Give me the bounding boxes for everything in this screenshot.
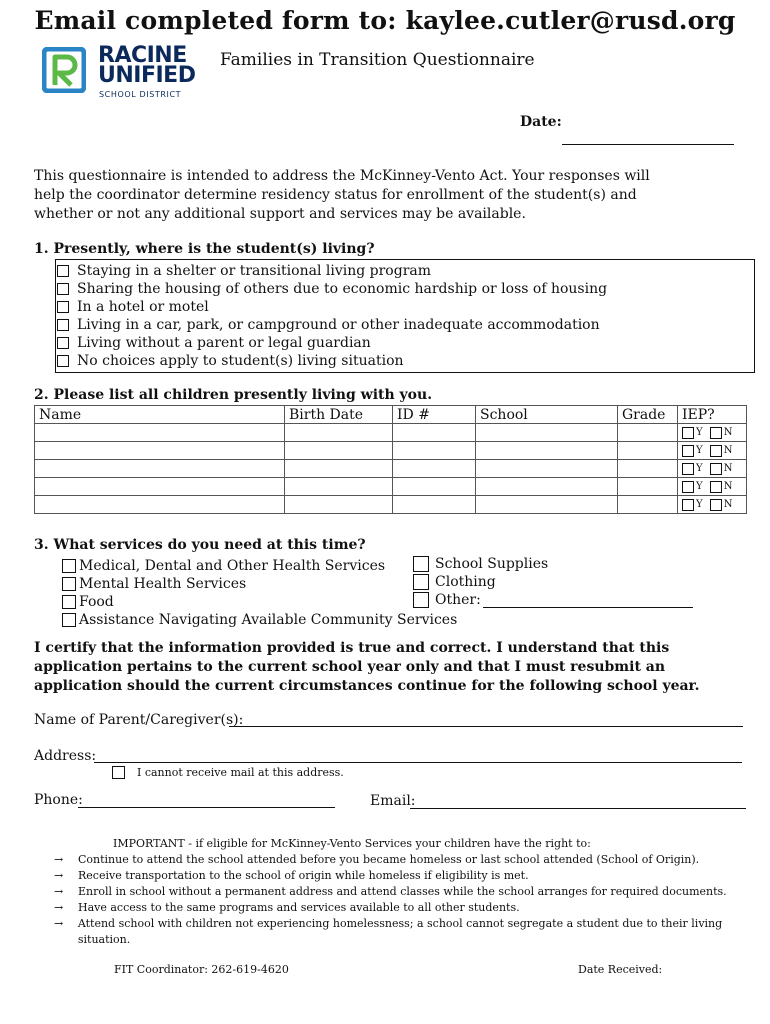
address-label: Address: <box>34 748 97 764</box>
cell-birth-date[interactable] <box>285 442 393 460</box>
col-iep: IEP? <box>678 406 747 424</box>
cell-name[interactable] <box>35 496 285 514</box>
q1-options-list <box>57 262 607 370</box>
cell-birth-date[interactable] <box>285 478 393 496</box>
q1-option[interactable]: Living in a car, park, or campground or other inadequate accommodation <box>57 316 607 334</box>
other-service-field[interactable] <box>483 592 693 608</box>
cell-id[interactable] <box>393 460 476 478</box>
iep-no-checkbox[interactable] <box>710 481 722 493</box>
cell-school[interactable] <box>476 478 618 496</box>
cell-birth-date[interactable] <box>285 460 393 478</box>
table-row <box>35 496 747 514</box>
checkbox[interactable] <box>57 265 69 277</box>
form-title: Families in Transition Questionnaire <box>220 50 535 70</box>
cell-name[interactable] <box>35 442 285 460</box>
cell-name[interactable] <box>35 460 285 478</box>
checkbox[interactable] <box>413 556 429 572</box>
col-grade: Grade <box>618 406 678 424</box>
no-mail-option[interactable] <box>112 766 344 779</box>
iep-yes-checkbox[interactable] <box>682 445 694 457</box>
cell-iep: Y N <box>678 442 747 460</box>
col-birth-date: Birth Date <box>285 406 393 424</box>
cell-birth-date[interactable] <box>285 424 393 442</box>
service-option[interactable]: Medical, Dental and Other Health Services <box>62 557 457 575</box>
q2-heading: 2. Please list all children presently living with you. <box>34 387 433 403</box>
cell-name[interactable] <box>35 478 285 496</box>
email-label: Email: <box>370 793 416 809</box>
logo-text-unified: UNIFIED <box>98 63 196 88</box>
list-item: → Have access to the same programs and services available to all other students. <box>54 901 520 914</box>
service-option[interactable]: School Supplies <box>413 555 693 573</box>
q1-option[interactable]: Staying in a shelter or transitional living program <box>57 262 607 280</box>
cell-school[interactable] <box>476 496 618 514</box>
iep-no-checkbox[interactable] <box>710 463 722 475</box>
service-option-other[interactable]: Other: <box>413 591 693 609</box>
checkbox[interactable] <box>413 592 429 608</box>
table-row <box>35 442 747 460</box>
service-option[interactable]: Assistance Navigating Available Community Services <box>62 611 457 629</box>
rusd-logo-mark-icon <box>42 47 86 93</box>
email-field[interactable] <box>410 793 746 809</box>
parent-name-label: Name of Parent/Caregiver(s): <box>34 712 244 728</box>
date-received-label: Date Received: <box>578 963 663 976</box>
col-school: School <box>476 406 618 424</box>
arrow-right-icon: → <box>54 869 64 882</box>
cell-iep: Y N <box>678 424 747 442</box>
checkbox[interactable] <box>57 319 69 331</box>
table-row <box>35 478 747 496</box>
checkbox[interactable] <box>413 574 429 590</box>
parent-name-field[interactable] <box>229 711 743 727</box>
checkbox[interactable] <box>57 337 69 349</box>
q1-option[interactable]: Sharing the housing of others due to economic hardship or loss of housing <box>57 280 607 298</box>
phone-label: Phone: <box>34 792 83 808</box>
cell-id[interactable] <box>393 496 476 514</box>
date-label: Date: <box>520 114 562 130</box>
cell-school[interactable] <box>476 442 618 460</box>
cell-id[interactable] <box>393 424 476 442</box>
iep-yes-checkbox[interactable] <box>682 499 694 511</box>
arrow-right-icon: → <box>54 917 64 930</box>
table-row <box>35 460 747 478</box>
cell-grade[interactable] <box>618 496 678 514</box>
coordinator-phone: FIT Coordinator: 262-619-4620 <box>114 963 289 976</box>
col-id: ID # <box>393 406 476 424</box>
cell-iep: Y N <box>678 496 747 514</box>
checkbox[interactable] <box>62 559 76 573</box>
date-field[interactable] <box>562 129 734 145</box>
iep-yes-checkbox[interactable] <box>682 463 694 475</box>
q1-heading: 1. Presently, where is the student(s) living? <box>34 241 375 257</box>
iep-yes-checkbox[interactable] <box>682 427 694 439</box>
checkbox[interactable] <box>57 355 69 367</box>
list-item: → Continue to attend the school attended before you became homeless or last school attended (School of Origin). <box>54 853 700 866</box>
cell-iep: Y N <box>678 478 747 496</box>
checkbox[interactable] <box>62 577 76 591</box>
list-item: → Attend school with children not experiencing homelessness; a school cannot segregate a student due to their living situation. <box>54 917 723 946</box>
checkbox[interactable] <box>62 613 76 627</box>
no-mail-label: I cannot receive mail at this address. <box>137 766 344 779</box>
q3-heading: 3. What services do you need at this time? <box>34 537 366 553</box>
logo-text-district: SCHOOL DISTRICT <box>99 90 182 99</box>
q1-option[interactable]: Living without a parent or legal guardian <box>57 334 607 352</box>
cell-grade[interactable] <box>618 424 678 442</box>
cell-id[interactable] <box>393 442 476 460</box>
table-header-row <box>35 406 747 424</box>
rights-heading: IMPORTANT - if eligible for McKinney-Vento Services your children have the right to: <box>113 837 591 850</box>
q1-option[interactable]: In a hotel or motel <box>57 298 607 316</box>
service-option[interactable]: Clothing <box>413 573 693 591</box>
racine-unified-logo <box>42 43 196 103</box>
checkbox[interactable] <box>57 283 69 295</box>
rights-section <box>54 836 770 948</box>
checkbox[interactable] <box>57 301 69 313</box>
iep-no-checkbox[interactable] <box>710 499 722 511</box>
cell-id[interactable] <box>393 478 476 496</box>
q1-option[interactable]: No choices apply to student(s) living situation <box>57 352 607 370</box>
q3-right-options <box>413 555 693 609</box>
cell-school[interactable] <box>476 460 618 478</box>
cell-school[interactable] <box>476 424 618 442</box>
intro-paragraph: This questionnaire is intended to address the McKinney-Vento Act. Your responses will help the coordinator determine residency status for enrollment of the student(s) and whether or not any additional support and services may be available. <box>34 168 650 222</box>
cell-iep: Y N <box>678 460 747 478</box>
arrow-right-icon: → <box>54 901 64 914</box>
cell-birth-date[interactable] <box>285 496 393 514</box>
iep-no-checkbox[interactable] <box>710 427 722 439</box>
checkbox[interactable] <box>62 595 76 609</box>
cell-grade[interactable] <box>618 478 678 496</box>
logo-text-racine: RACINE <box>98 43 187 68</box>
no-mail-checkbox[interactable] <box>112 766 125 779</box>
cell-grade[interactable] <box>618 442 678 460</box>
arrow-right-icon: → <box>54 885 64 898</box>
email-instruction: Email completed form to: kaylee.cutler@rusd.org <box>34 6 736 35</box>
phone-field[interactable] <box>78 792 335 808</box>
service-option[interactable]: Food <box>62 593 457 611</box>
list-item: → Enroll in school without a permanent address and attend classes while the school arranges for required documents. <box>54 885 727 898</box>
cell-grade[interactable] <box>618 460 678 478</box>
iep-yes-checkbox[interactable] <box>682 481 694 493</box>
arrow-right-icon: → <box>54 853 64 866</box>
col-name: Name <box>35 406 285 424</box>
list-item: → Receive transportation to the school of origin while homeless if eligibility is met. <box>54 869 529 882</box>
table-row <box>35 424 747 442</box>
iep-no-checkbox[interactable] <box>710 445 722 457</box>
q3-left-options <box>62 557 457 629</box>
certification-statement: I certify that the information provided is true and correct. I understand that this application pertains to the current school year only and that I must resubmit an application should the current circumstances continue for the following school year. <box>34 640 700 694</box>
service-option[interactable]: Mental Health Services <box>62 575 457 593</box>
address-field[interactable] <box>94 747 742 763</box>
cell-name[interactable] <box>35 424 285 442</box>
children-table <box>34 405 747 514</box>
